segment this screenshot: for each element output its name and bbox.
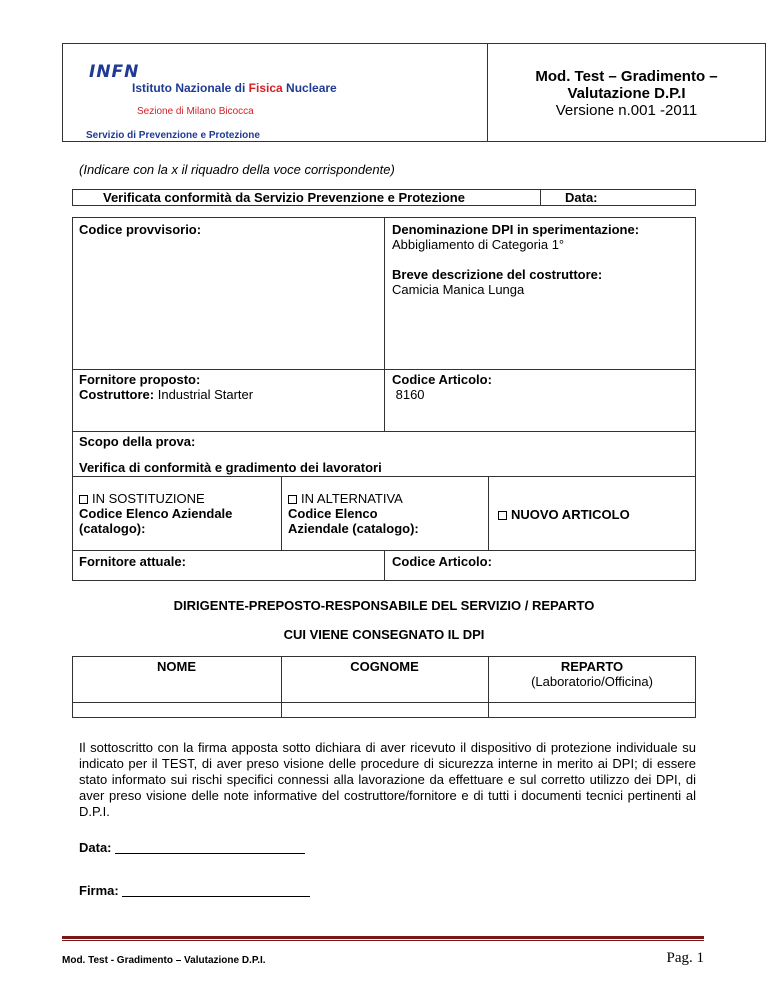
signature-data-label: Data:	[79, 840, 112, 855]
option-nuovo-articolo[interactable]	[498, 507, 630, 522]
option-sostituzione-title: IN SOSTITUZIONE	[92, 491, 205, 506]
option-sostituzione[interactable]	[79, 491, 232, 536]
codice-articolo-value: 8160	[392, 387, 425, 402]
verification-date-label: Data:	[565, 190, 598, 205]
infn-logo	[89, 62, 139, 82]
option-alternativa-title: IN ALTERNATIVA	[301, 491, 403, 506]
doc-title	[487, 68, 766, 119]
footer-page: Pag. 1	[666, 950, 704, 966]
col-divider-opt1	[281, 476, 282, 550]
logo-text: INFN	[89, 62, 140, 82]
footer-rule	[62, 936, 704, 939]
fornitore-proposto-label: Fornitore proposto:	[79, 372, 201, 387]
option-alternativa[interactable]	[288, 491, 419, 536]
col-cognome-header: COGNOME	[350, 659, 419, 674]
dirigente-line1: DIRIGENTE-PREPOSTO-RESPONSABILE DEL SERVIZIO / REPARTO	[173, 598, 595, 613]
codice-articolo-label: Codice Articolo:	[392, 372, 492, 387]
signature-firma-label: Firma:	[79, 883, 119, 898]
codice-provvisorio-label: Codice provvisorio:	[79, 222, 202, 237]
declaration-text: Il sottoscritto con la firma apposta sotto dichiara di aver ricevuto il dispositivo di protezione individuale su indicato per il TEST, di aver preso visione delle procedure di sicurezza interne in merito ai DPI; di essere stato informato sui rischi specifici connessi alla lavorazione da effettuare e sul corretto utilizzo dei DPI, di aver preso visione delle note informative del costruttore/fornitore e di tutti i documenti tecnici pertinenti al D.P.I.	[79, 740, 696, 819]
checkbox-icon[interactable]	[79, 495, 88, 504]
denominazione-value: Abbigliamento di Categoria 1°	[392, 237, 565, 252]
instruction-text: (Indicare con la x il riquadro della voce corrispondente)	[79, 162, 395, 177]
row-divider-3	[72, 476, 696, 477]
option-alternativa-sub1: Codice Elenco	[288, 506, 378, 521]
costruttore-value: Industrial Starter	[154, 387, 254, 402]
checkbox-icon[interactable]	[288, 495, 297, 504]
col-reparto-sub: (Laboratorio/Officina)	[531, 674, 653, 689]
doc-title-line2: Valutazione D.P.I	[567, 85, 686, 102]
codice-articolo2-label: Codice Articolo:	[392, 554, 492, 569]
costruttore-label: Costruttore:	[79, 387, 155, 402]
option-sostituzione-sub1: Codice Elenco Aziendale	[79, 506, 233, 521]
doc-title-line1: Mod. Test – Gradimento –	[535, 68, 718, 85]
row-divider-2	[72, 431, 696, 432]
verification-label: Verificata conformità da Servizio Prevenzione e Protezione	[103, 190, 465, 205]
signature-data	[79, 840, 305, 855]
checkbox-icon[interactable]	[498, 511, 507, 520]
col-divider-top	[384, 217, 385, 431]
fornitore-attuale-label: Fornitore attuale:	[79, 554, 186, 569]
verification-divider	[540, 189, 541, 206]
signature-firma	[79, 883, 310, 898]
costruttore-row	[79, 387, 253, 402]
section-name: Sezione di Milano Bicocca	[137, 106, 254, 117]
signature-firma-field[interactable]	[122, 884, 310, 897]
institute-highlight: Fisica	[248, 81, 283, 95]
verifica-label: Verifica di conformità e gradimento dei lavoratori	[79, 460, 382, 475]
col-divider-opt2	[488, 476, 489, 550]
descrizione-label: Breve descrizione del costruttore:	[392, 267, 603, 282]
col-nome-header: NOME	[157, 659, 196, 674]
col-divider-bottom	[384, 550, 385, 581]
signature-data-field[interactable]	[115, 841, 305, 854]
option-alternativa-sub2: Aziendale (catalogo):	[288, 521, 419, 536]
dirigente-row-divider	[72, 702, 696, 703]
footer-rule-thin	[62, 940, 704, 941]
option-sostituzione-sub2: (catalogo):	[79, 521, 146, 536]
descrizione-value: Camicia Manica Lunga	[392, 282, 525, 297]
institute-name: Istituto Nazionale di Fisica Nucleare	[132, 81, 337, 95]
footer-left: Mod. Test - Gradimento – Valutazione D.P.I.	[62, 955, 266, 966]
doc-version: Versione n.001 -2011	[555, 102, 698, 119]
scopo-label: Scopo della prova:	[79, 434, 196, 449]
service-name: Servizio di Prevenzione e Protezione	[86, 130, 260, 141]
option-nuovo-title: NUOVO ARTICOLO	[511, 507, 630, 522]
dirigente-line2: CUI VIENE CONSEGNATO IL DPI	[283, 627, 485, 642]
denominazione-label: Denominazione DPI in sperimentazione:	[392, 222, 640, 237]
col-reparto-header: REPARTO (Laboratorio/Officina)	[488, 659, 696, 689]
